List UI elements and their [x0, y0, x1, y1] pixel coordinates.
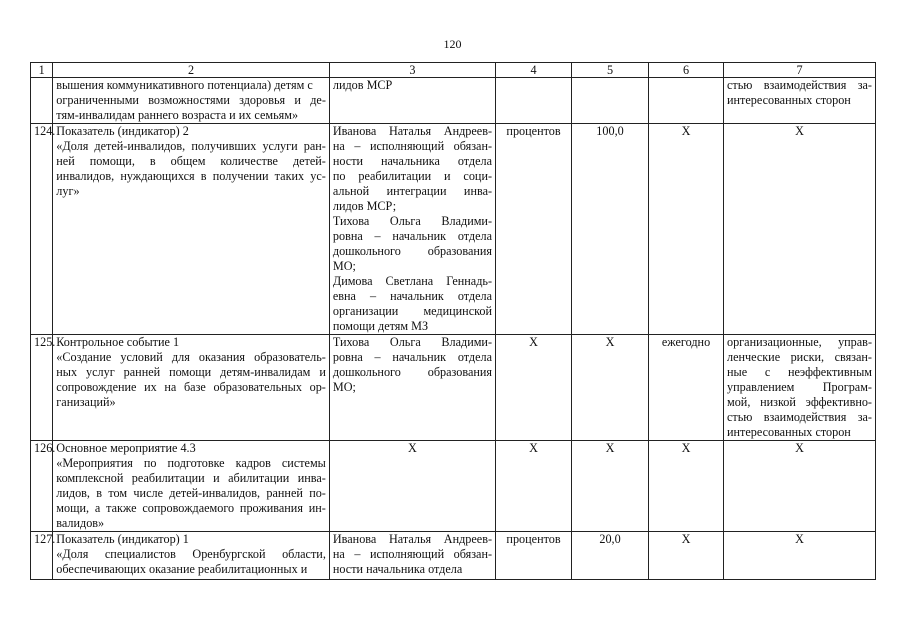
table-row [31, 78, 876, 124]
cell-line: дошкольного образования [332, 244, 493, 258]
header-cell: 5 [572, 63, 649, 78]
cell-line: комплексной реабилитации и абилитации инва- [56, 471, 326, 485]
item-description [53, 441, 330, 532]
deadline: X [649, 532, 724, 580]
target-value: 20,0 [572, 532, 649, 580]
deadline [649, 78, 724, 124]
cell-line: помощи детям МЗ [332, 319, 429, 333]
cell-line: организации медицинской [332, 304, 493, 318]
cell-line: тям-инвалидам раннего возраста и их семьям» [56, 108, 299, 122]
unit-of-measure: процентов [496, 124, 572, 335]
cell-line: инвалидов, нуждающихся в получении таких ус- [56, 169, 326, 183]
risks [723, 335, 875, 441]
responsible-executor [329, 532, 495, 580]
cell-line: мощи, а также сопровождаемого проживания ин- [56, 501, 326, 515]
cell-line: вышения коммуникативного потенциала) детям с [56, 78, 313, 92]
cell-line: евна – начальник отдела [332, 289, 493, 303]
table-row [31, 335, 876, 441]
cell-line: лидов МСР; [332, 199, 397, 213]
cell-line: Контрольное событие 1 [56, 335, 180, 349]
cell-line: валидов» [56, 516, 105, 530]
cell-line: ных услуг ранней помощи детям-инвалидам и [56, 365, 326, 379]
cell-line: Иванова Наталья Андреев- [332, 532, 493, 546]
cell-line: сопровождение их на базе образовательных ор- [56, 380, 326, 394]
cell-line: «Создание условий для оказания образователь- [56, 350, 326, 364]
cell-line: ровна – начальник отдела [332, 229, 493, 243]
item-description [53, 335, 330, 441]
cell-line: ленческие риски, связан- [726, 350, 872, 364]
responsible-executor [329, 78, 495, 124]
cell-line: стью взаимодействия за- [726, 410, 872, 424]
unit-of-measure: X [496, 441, 572, 532]
cell-line: на – исполняющий обязан- [332, 547, 493, 561]
risks: X [723, 532, 875, 580]
cell-line: на – исполняющий обязан- [332, 139, 493, 153]
target-value: X [572, 441, 649, 532]
unit-of-measure [496, 78, 572, 124]
cell-line: альной интеграции инва- [332, 184, 493, 198]
row-number: 126. [31, 441, 53, 532]
cell-line: МО; [332, 259, 356, 273]
cell-line: «Мероприятия по подготовке кадров системы [56, 456, 326, 470]
cell-line: по реабилитации и соци- [332, 169, 493, 183]
cell-line: лидов МСР [332, 78, 393, 92]
row-number [31, 78, 53, 124]
risks [723, 78, 875, 124]
item-description [53, 532, 330, 580]
item-description [53, 124, 330, 335]
cell-line: управлением Програм- [726, 380, 872, 394]
table-row [31, 124, 876, 335]
cell-line: ней помощи, в общем количестве детей- [56, 154, 326, 168]
responsible-executor [329, 335, 495, 441]
header-cell: 7 [723, 63, 875, 78]
item-description [53, 78, 330, 124]
row-number: 124. [31, 124, 53, 335]
cell-line: Димова Светлана Геннадь- [332, 274, 493, 288]
deadline: X [649, 124, 724, 335]
deadline: ежегодно [649, 335, 724, 441]
cell-line: ности начальника отдела [332, 562, 463, 576]
header-cell: 3 [329, 63, 495, 78]
cell-line: МО; [332, 380, 356, 394]
row-number: 127. [31, 532, 53, 580]
risks: X [723, 124, 875, 335]
table-row [31, 441, 876, 532]
cell-line: ровна – начальник отдела [332, 350, 493, 364]
cell-line: «Доля специалистов Оренбургской области, [56, 547, 326, 561]
cell-line: организационные, управ- [726, 335, 872, 349]
program-table [30, 62, 876, 580]
header-row [31, 63, 876, 78]
responsible-executor [329, 124, 495, 335]
header-cell: 1 [31, 63, 53, 78]
header-cell: 2 [53, 63, 330, 78]
cell-line: Иванова Наталья Андреев- [332, 124, 493, 138]
cell-line: интересованных сторон [726, 93, 851, 107]
page-number: 120 [443, 37, 462, 51]
header-cell: 6 [649, 63, 724, 78]
risks: X [723, 441, 875, 532]
cell-line: луг» [56, 184, 80, 198]
cell-line: Тихова Ольга Владими- [332, 214, 493, 228]
cell-line: лидов, в том числе детей-инвалидов, ранней по- [56, 486, 326, 500]
cell-line: ности начальника отдела [332, 154, 493, 168]
target-value: X [572, 335, 649, 441]
target-value [572, 78, 649, 124]
deadline: X [649, 441, 724, 532]
cell-line: ограниченными возможностями здоровья и де- [56, 93, 326, 107]
responsible-executor: X [329, 441, 495, 532]
cell-line: стью взаимодействия за- [726, 78, 872, 92]
cell-line: ные с неэффективным [726, 365, 872, 379]
table-row [31, 532, 876, 580]
cell-line: Основное мероприятие 4.3 [56, 441, 196, 455]
unit-of-measure: процентов [496, 532, 572, 580]
cell-line: дошкольного образования [332, 365, 493, 379]
cell-line: ганизаций» [56, 395, 116, 409]
target-value: 100,0 [572, 124, 649, 335]
cell-line: «Доля детей-инвалидов, получивших услуги ран- [56, 139, 326, 153]
cell-line: Показатель (индикатор) 2 [56, 124, 189, 138]
cell-line: Показатель (индикатор) 1 [56, 532, 189, 546]
cell-line: интересованных сторон [726, 425, 851, 439]
header-cell: 4 [496, 63, 572, 78]
unit-of-measure: X [496, 335, 572, 441]
cell-line: Тихова Ольга Владими- [332, 335, 493, 349]
row-number: 125. [31, 335, 53, 441]
cell-line: обеспечивающих оказание реабилитационных и [56, 562, 308, 576]
cell-line: мой, низкой эффективно- [726, 395, 872, 409]
